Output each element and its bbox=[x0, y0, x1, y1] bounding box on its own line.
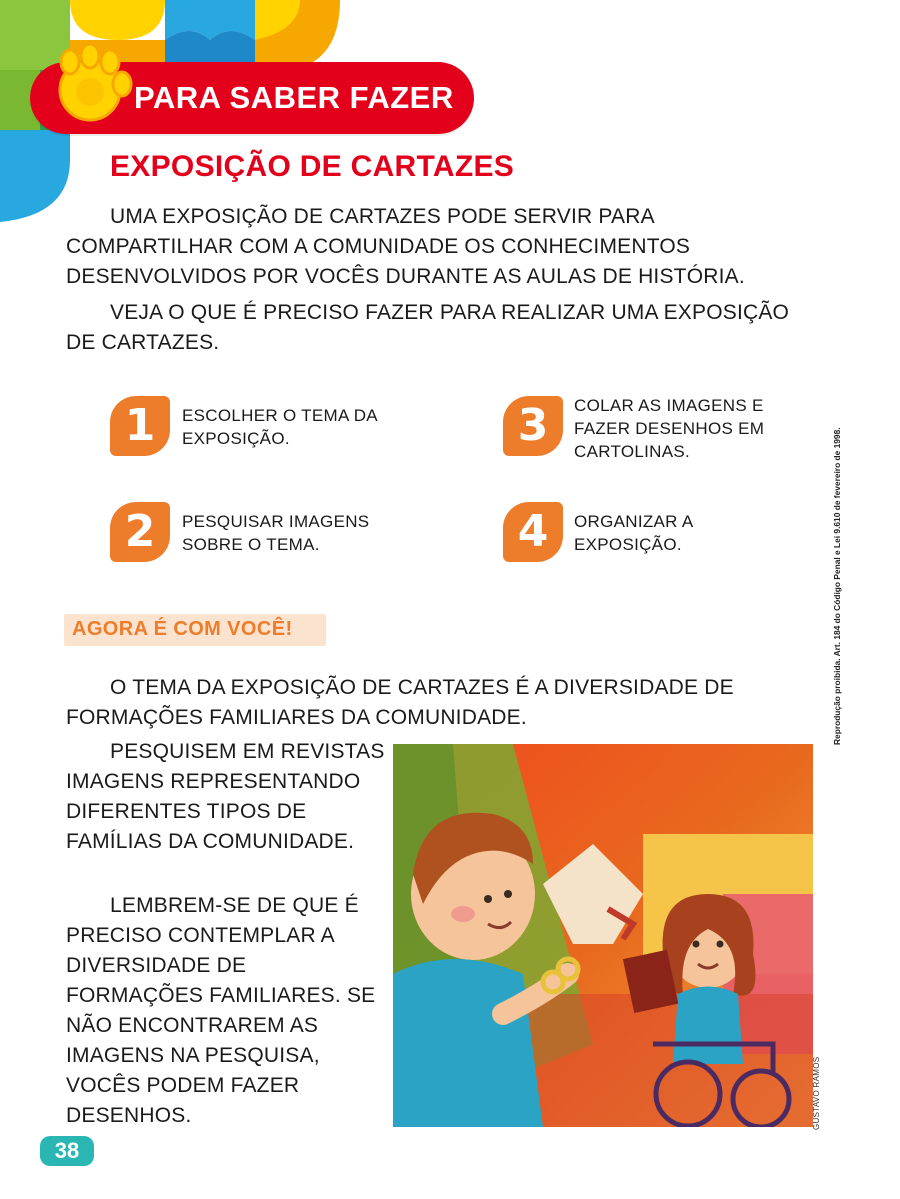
illustrator-credit: GUSTAVO RAMOS bbox=[812, 1056, 821, 1130]
step-3-text: COLAR AS IMAGENS E FAZER DESENHOS EM CARTOLINAS. bbox=[574, 396, 765, 461]
step-4-text: ORGANIZAR A EXPOSIÇÃO. bbox=[574, 512, 693, 554]
banner-title: PARA SABER FAZER bbox=[134, 80, 454, 115]
step-3-number: 3 bbox=[503, 396, 563, 456]
activity-paragraph-2: PESQUISEM EM REVISTAS IMAGENS REPRESENTANDO DIFERENTES TIPOS DE FAMÍLIAS DA COMUNIDADE. bbox=[66, 740, 385, 853]
intro-paragraph-1: UMA EXPOSIÇÃO DE CARTAZES PODE SERVIR PARA COMPARTILHAR COM A COMUNIDADE OS CONHECIMENTOS DESENVOLVIDOS POR VOCÊS DURANTE AS AULAS DE HISTÓRIA. bbox=[66, 205, 745, 288]
activity-paragraph-3: LEMBREM-SE DE QUE É PRECISO CONTEMPLAR A DIVERSIDADE DE FORMAÇÕES FAMILIARES. SE NÃO ENCONTRAREM AS IMAGENS NA PESQUISA, VOCÊS PODEM FAZER DESENHOS. bbox=[66, 894, 376, 1127]
intro-paragraph-2: VEJA O QUE É PRECISO FAZER PARA REALIZAR UMA EXPOSIÇÃO DE CARTAZES. bbox=[66, 301, 790, 354]
step-1-text: ESCOLHER O TEMA DA EXPOSIÇÃO. bbox=[182, 406, 377, 448]
hand-icon bbox=[44, 40, 136, 132]
activity-label: AGORA É COM VOCÊ! bbox=[72, 618, 293, 640]
step-4-number: 4 bbox=[503, 502, 563, 562]
page-title: EXPOSIÇÃO DE CARTAZES bbox=[110, 150, 515, 183]
step-2-text: PESQUISAR IMAGENS SOBRE O TEMA. bbox=[182, 512, 370, 554]
children-making-posters-illustration bbox=[393, 744, 813, 1127]
page-number: 38 bbox=[54, 1138, 80, 1163]
legal-notice: Reprodução proibida. Art. 184 do Código Penal e Lei 9.610 de fevereiro de 1998. bbox=[832, 427, 842, 745]
activity-paragraph-1: O TEMA DA EXPOSIÇÃO DE CARTAZES É A DIVERSIDADE DE FORMAÇÕES FAMILIARES DA COMUNIDADE. bbox=[66, 676, 734, 729]
step-2-number: 2 bbox=[110, 502, 170, 562]
step-1-number: 1 bbox=[110, 396, 170, 456]
